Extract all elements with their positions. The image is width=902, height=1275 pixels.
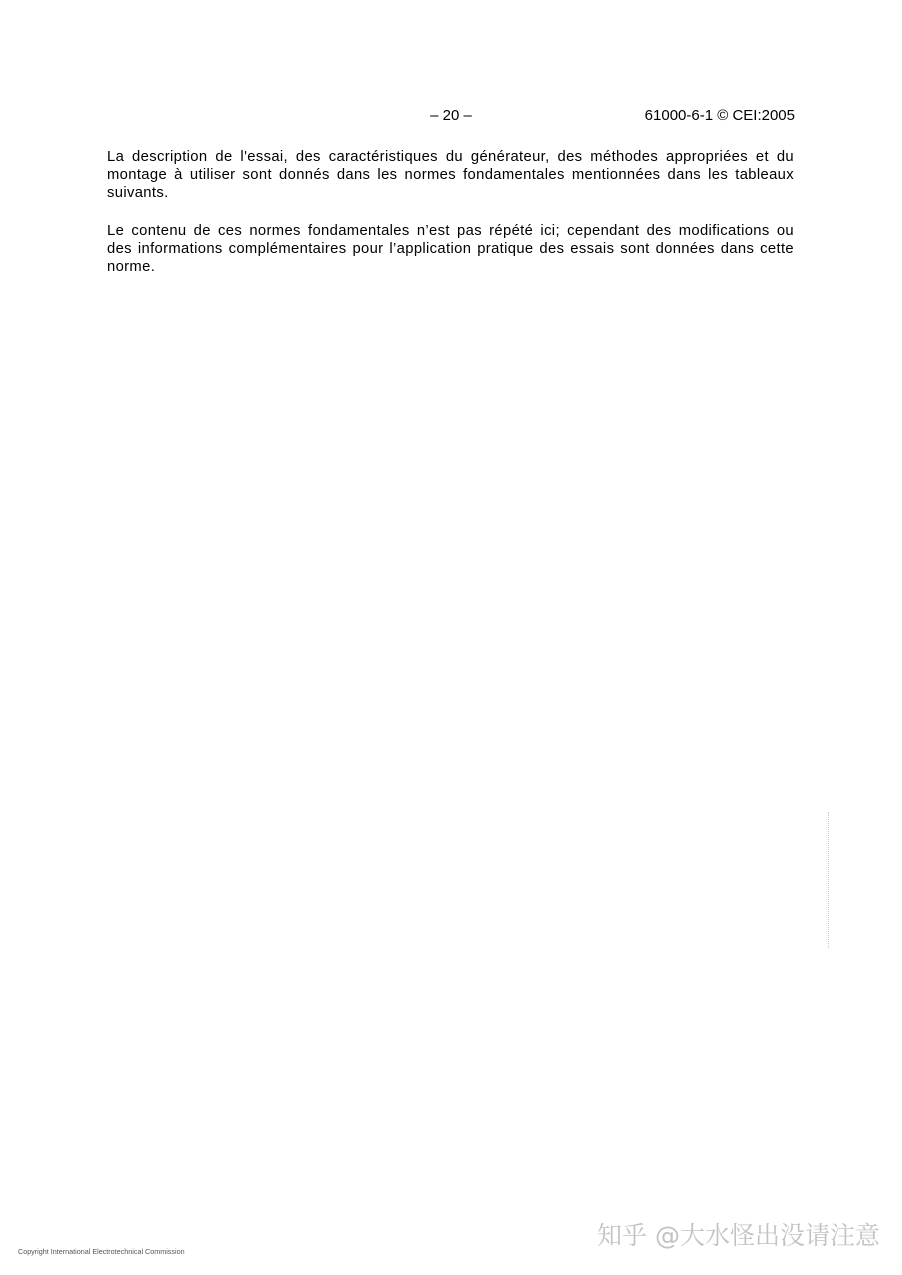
watermark: 知乎 @大水怪出没请注意 [597, 1221, 880, 1250]
document-body [107, 149, 794, 298]
margin-mark [828, 812, 829, 948]
page-number: – 20 – [430, 107, 472, 124]
paragraph-test-description: La description de l'essai, des caractéristiques du générateur, des méthodes appropriées et du montage à utiliser sont donnés dans les normes fondamentales mentionnées dans les tableaux suivants. [107, 149, 794, 201]
document-reference: 61000-6-1 © CEI:2005 [644, 107, 795, 124]
copyright-notice: Copyright International Electrotechnical Commission [18, 1247, 185, 1256]
paragraph-basic-standards: Le contenu de ces normes fondamentales n’est pas répété ici; cependant des modifications ou des informations complémentaires pour l’application pratique des essais sont données dans cette norme. [107, 223, 794, 275]
